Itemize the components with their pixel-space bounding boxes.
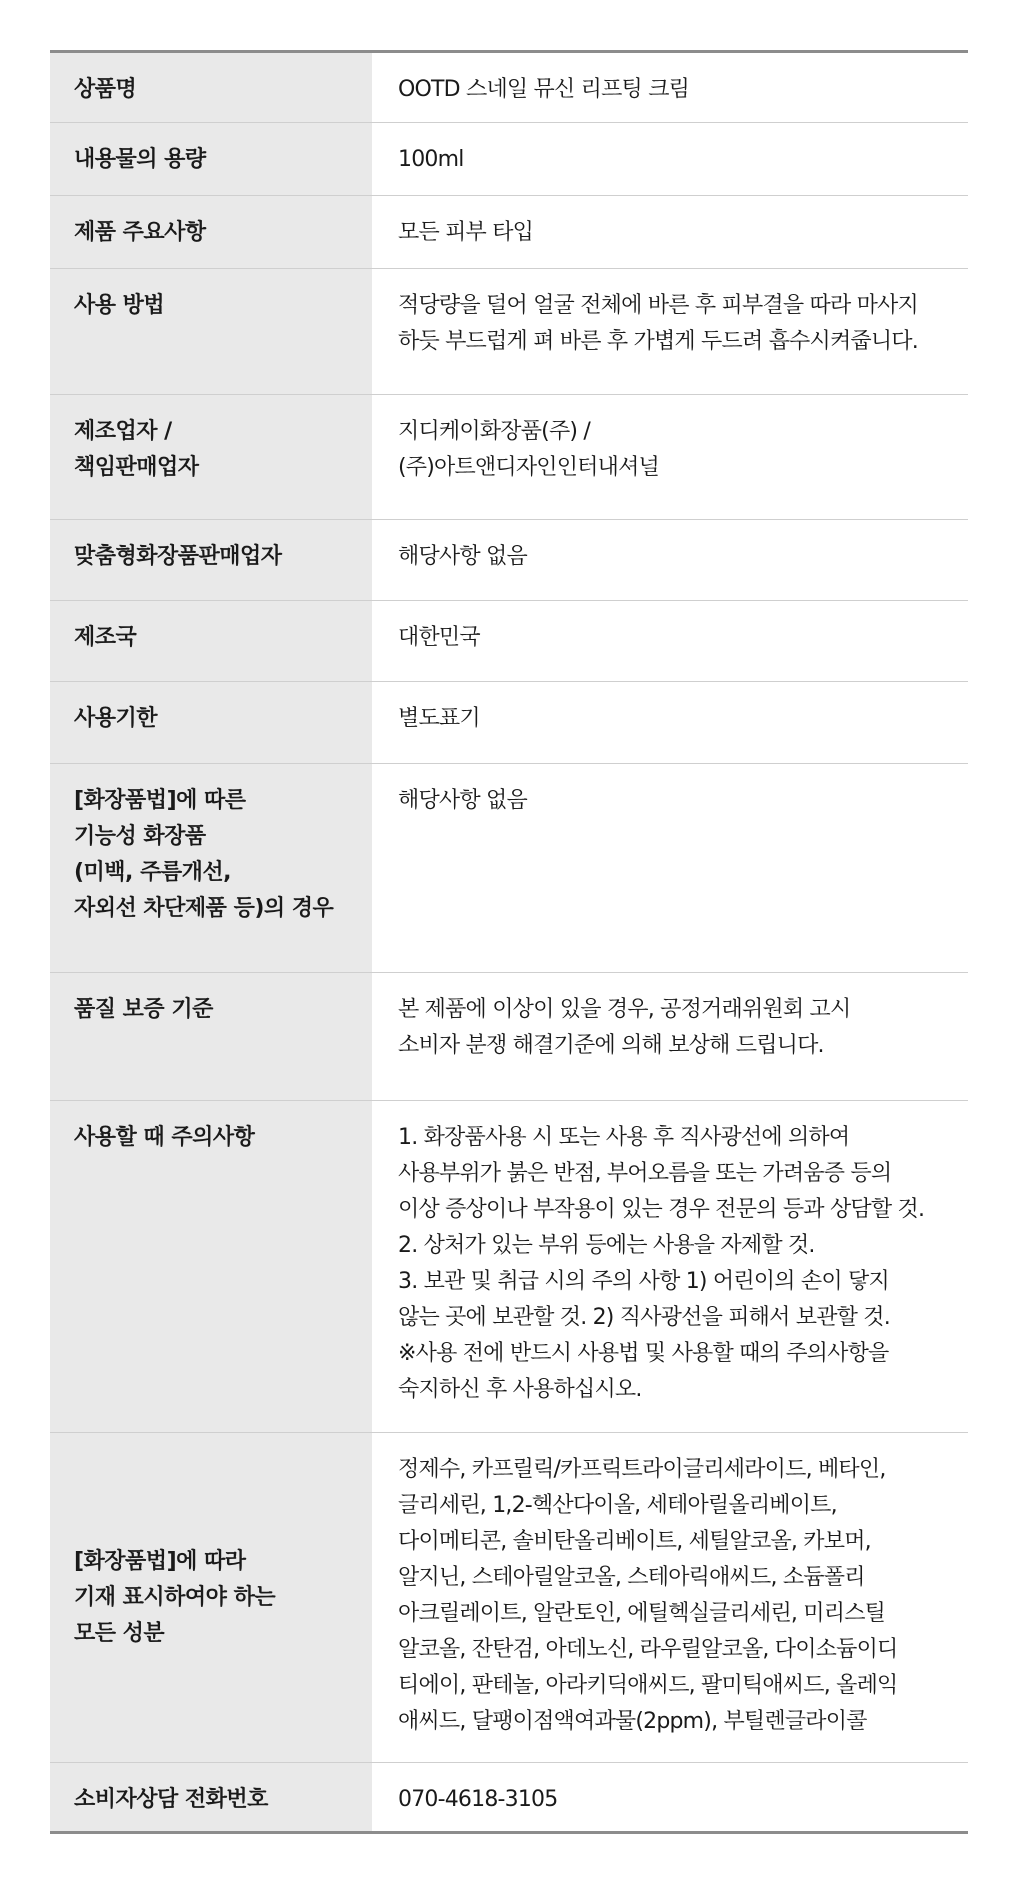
row-value [372, 1101, 968, 1433]
row-label [50, 196, 372, 269]
row-label [50, 52, 372, 123]
label-expiry: 사용기한 [74, 706, 158, 731]
row-label [50, 123, 372, 196]
row-product-name [50, 52, 968, 123]
row-value [372, 764, 968, 973]
row-label [50, 395, 372, 520]
label-quality-guarantee: 품질 보증 기준 [74, 997, 213, 1022]
row-label [50, 1101, 372, 1433]
row-value [372, 1763, 968, 1833]
row-value [372, 269, 968, 395]
value-quality-guarantee: 본 제품에 이상이 있을 경우, 공정거래위원회 고시 소비자 분쟁 해결기준에 의해 보상해 드립니다. [398, 997, 851, 1058]
value-product-name: OOTD 스네일 뮤신 리프팅 크림 [398, 77, 690, 102]
label-custom-seller: 맞춤형화장품판매업자 [74, 544, 282, 569]
row-value [372, 520, 968, 601]
row-functional-cosmetics [50, 764, 968, 973]
value-main-features: 모든 피부 타입 [398, 220, 534, 245]
value-ingredients: 정제수, 카프릴릭/카프릭트라이글리세라이드, 베타인, 글리세린, 1,2-헥산다이올, 세테아릴올리베이트, 다이메티콘, 솔비탄올리베이트, 세틸알코올, 카보머, 알지닌, 스테아릴알코올, 스테아릭애씨드, 소듐폴리 아크릴레이트, 알란토인, 에틸헥실글리세린, 미리스틸 알코올, 잔탄검, 아데노신, 라우릴알코올, 다이소듐이디 티에이, 판테놀, 아라키딕애씨드, 팔미틱애씨드, 올레익 애씨드, 달팽이점액여과물(2ppm), 부틸렌글라이콜 [398, 1457, 898, 1734]
row-value [372, 682, 968, 764]
label-functional-cosmetics: [화장품법]에 따른 기능성 화장품 (미백, 주름개선, 자외선 차단제품 등)의 경우 [74, 788, 334, 921]
label-usage: 사용 방법 [74, 293, 165, 318]
label-manufacturer: 제조업자 / 책임판매업자 [74, 419, 199, 480]
row-quality-guarantee [50, 973, 968, 1101]
value-precautions: 1. 화장품사용 시 또는 사용 후 직사광선에 의하여 사용부위가 붉은 반점, 부어오름을 또는 가려움증 등의 이상 증상이나 부작용이 있는 경우 전문의 등과 상담할 것. 2. 상처가 있는 부위 등에는 사용을 자제할 것. 3. 보관 및 취급 시의 주의 사항 1) 어린이의 손이 닿지 않는 곳에 보관할 것. 2) 직사광선을 피해서 보관할 것. ※사용 전에 반드시 사용법 및 사용할 때의 주의사항을 숙지하신 후 사용하십시오. [398, 1125, 925, 1402]
value-functional-cosmetics: 해당사항 없음 [398, 788, 527, 813]
label-product-name: 상품명 [74, 77, 137, 102]
label-ingredients: [화장품법]에 따라 기재 표시하여야 하는 모든 성분 [74, 1548, 276, 1646]
row-customer-phone [50, 1763, 968, 1833]
row-label [50, 1763, 372, 1833]
value-manufacturer: 지디케이화장품(주) / (주)아트앤디자인인터내셔널 [398, 419, 659, 480]
label-customer-phone: 소비자상담 전화번호 [74, 1787, 268, 1812]
row-ingredients [50, 1433, 968, 1763]
value-custom-seller: 해당사항 없음 [398, 544, 527, 569]
row-value [372, 1433, 968, 1763]
row-value [372, 601, 968, 682]
value-capacity: 100ml [398, 147, 464, 172]
row-label [50, 520, 372, 601]
value-country: 대한민국 [398, 625, 480, 650]
row-label [50, 1433, 372, 1763]
label-country: 제조국 [74, 625, 137, 650]
row-label [50, 682, 372, 764]
row-main-features [50, 196, 968, 269]
row-value [372, 395, 968, 520]
label-precautions: 사용할 때 주의사항 [74, 1125, 255, 1150]
value-usage: 적당량을 덜어 얼굴 전체에 바른 후 피부결을 따라 마사지 하듯 부드럽게 펴 바른 후 가볍게 두드려 흡수시켜줍니다. [398, 293, 918, 354]
row-country [50, 601, 968, 682]
row-capacity [50, 123, 968, 196]
row-manufacturer [50, 395, 968, 520]
product-info-table [50, 50, 968, 1834]
row-value [372, 196, 968, 269]
value-customer-phone: 070-4618-3105 [398, 1787, 558, 1812]
row-label [50, 601, 372, 682]
row-label [50, 973, 372, 1101]
row-precautions [50, 1101, 968, 1433]
row-usage [50, 269, 968, 395]
row-value [372, 52, 968, 123]
row-value [372, 973, 968, 1101]
row-custom-seller [50, 520, 968, 601]
row-label [50, 764, 372, 973]
row-value [372, 123, 968, 196]
row-label [50, 269, 372, 395]
value-expiry: 별도표기 [398, 706, 480, 731]
row-expiry [50, 682, 968, 764]
label-main-features: 제품 주요사항 [74, 220, 206, 245]
label-capacity: 내용물의 용량 [74, 147, 206, 172]
